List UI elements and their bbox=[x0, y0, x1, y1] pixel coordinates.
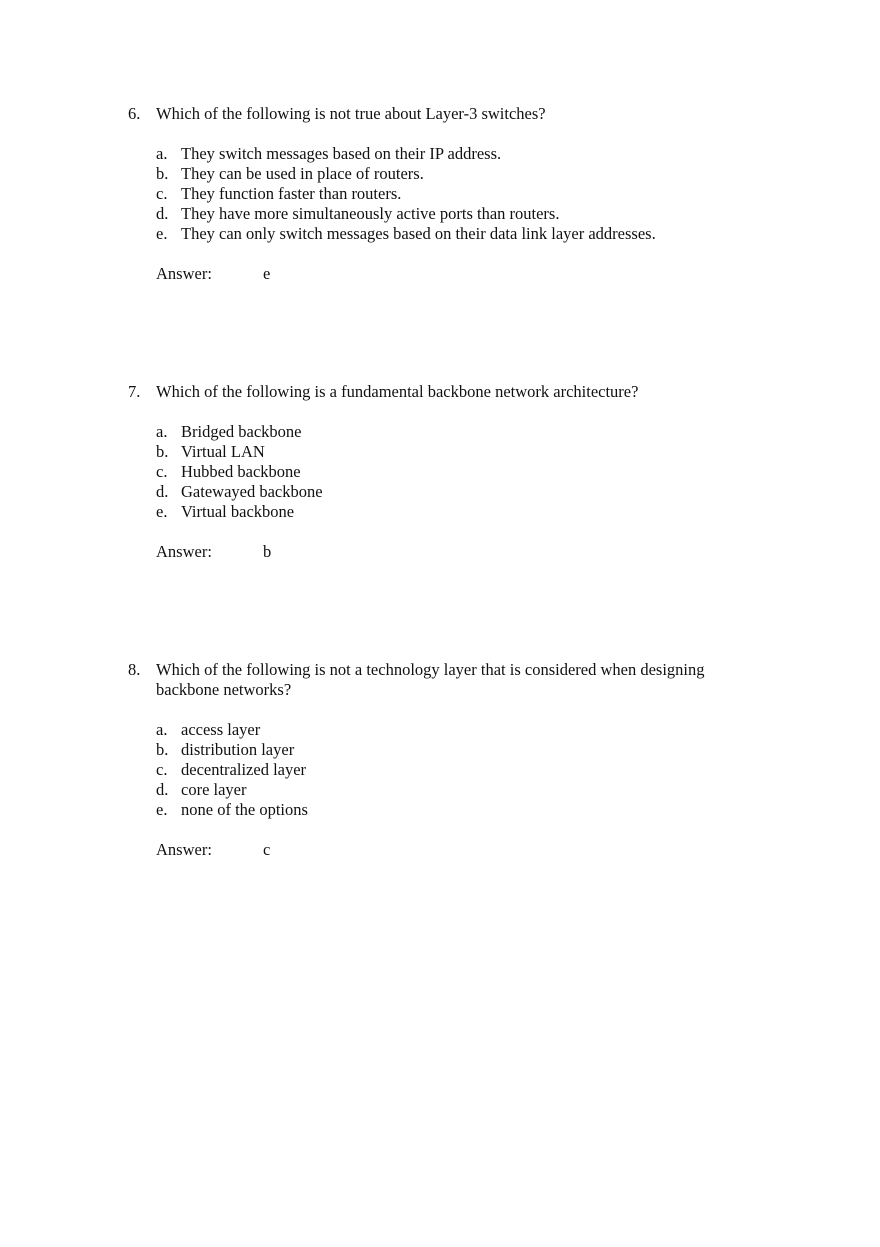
option-e bbox=[156, 502, 768, 522]
question-6 bbox=[128, 104, 768, 284]
answer-value: e bbox=[263, 264, 271, 283]
question-stem bbox=[128, 382, 768, 402]
answer-label: Answer: bbox=[156, 542, 212, 561]
question-number: 8. bbox=[128, 660, 141, 679]
option-letter: d. bbox=[156, 482, 169, 501]
option-list bbox=[156, 720, 768, 820]
answer-label: Answer: bbox=[156, 840, 212, 859]
option-e bbox=[156, 800, 768, 820]
answer-value: c bbox=[263, 840, 271, 859]
option-text: decentralized layer bbox=[181, 760, 307, 779]
option-letter: b. bbox=[156, 164, 169, 183]
answer-label: Answer: bbox=[156, 264, 212, 283]
option-text: access layer bbox=[181, 720, 261, 739]
option-letter: a. bbox=[156, 144, 168, 163]
option-c bbox=[156, 184, 768, 204]
question-number: 7. bbox=[128, 382, 141, 401]
question-stem bbox=[128, 660, 768, 700]
option-list bbox=[156, 144, 768, 244]
option-text: They have more simultaneously active ports than routers. bbox=[181, 204, 560, 223]
option-letter: c. bbox=[156, 184, 168, 203]
option-letter: a. bbox=[156, 720, 168, 739]
option-c bbox=[156, 760, 768, 780]
option-c bbox=[156, 462, 768, 482]
option-letter: a. bbox=[156, 422, 168, 441]
question-text: Which of the following is a fundamental backbone network architecture? bbox=[156, 382, 639, 401]
option-list bbox=[156, 422, 768, 522]
question-number: 6. bbox=[128, 104, 141, 123]
answer-row bbox=[156, 542, 768, 562]
question-stem bbox=[128, 104, 768, 124]
option-letter: d. bbox=[156, 780, 169, 799]
option-d bbox=[156, 780, 768, 800]
question-8 bbox=[128, 660, 768, 860]
option-text: Virtual LAN bbox=[181, 442, 265, 461]
option-text: Hubbed backbone bbox=[181, 462, 301, 481]
option-text: none of the options bbox=[181, 800, 308, 819]
option-letter: d. bbox=[156, 204, 169, 223]
option-text: distribution layer bbox=[181, 740, 295, 759]
option-b bbox=[156, 740, 768, 760]
option-text: Gatewayed backbone bbox=[181, 482, 323, 501]
option-text: Virtual backbone bbox=[181, 502, 295, 521]
answer-row bbox=[156, 264, 768, 284]
option-letter: e. bbox=[156, 224, 168, 243]
option-text: Bridged backbone bbox=[181, 422, 302, 441]
option-a bbox=[156, 720, 768, 740]
option-d bbox=[156, 204, 768, 224]
option-text: They can be used in place of routers. bbox=[181, 164, 424, 183]
option-text: core layer bbox=[181, 780, 247, 799]
question-7 bbox=[128, 382, 768, 562]
option-text: They can only switch messages based on their data link layer addresses. bbox=[181, 224, 656, 243]
question-text: Which of the following is not a technology layer that is considered when designing backbone networks? bbox=[156, 660, 705, 699]
answer-row bbox=[156, 840, 768, 860]
option-e bbox=[156, 224, 768, 244]
option-text: They switch messages based on their IP address. bbox=[181, 144, 502, 163]
option-letter: c. bbox=[156, 462, 168, 481]
option-letter: b. bbox=[156, 442, 169, 461]
option-a bbox=[156, 144, 768, 164]
option-text: They function faster than routers. bbox=[181, 184, 402, 203]
option-letter: e. bbox=[156, 502, 168, 521]
option-letter: b. bbox=[156, 740, 169, 759]
question-text: Which of the following is not true about Layer-3 switches? bbox=[156, 104, 546, 123]
option-letter: c. bbox=[156, 760, 168, 779]
option-a bbox=[156, 422, 768, 442]
option-b bbox=[156, 164, 768, 184]
option-letter: e. bbox=[156, 800, 168, 819]
option-b bbox=[156, 442, 768, 462]
answer-value: b bbox=[263, 542, 272, 561]
option-d bbox=[156, 482, 768, 502]
